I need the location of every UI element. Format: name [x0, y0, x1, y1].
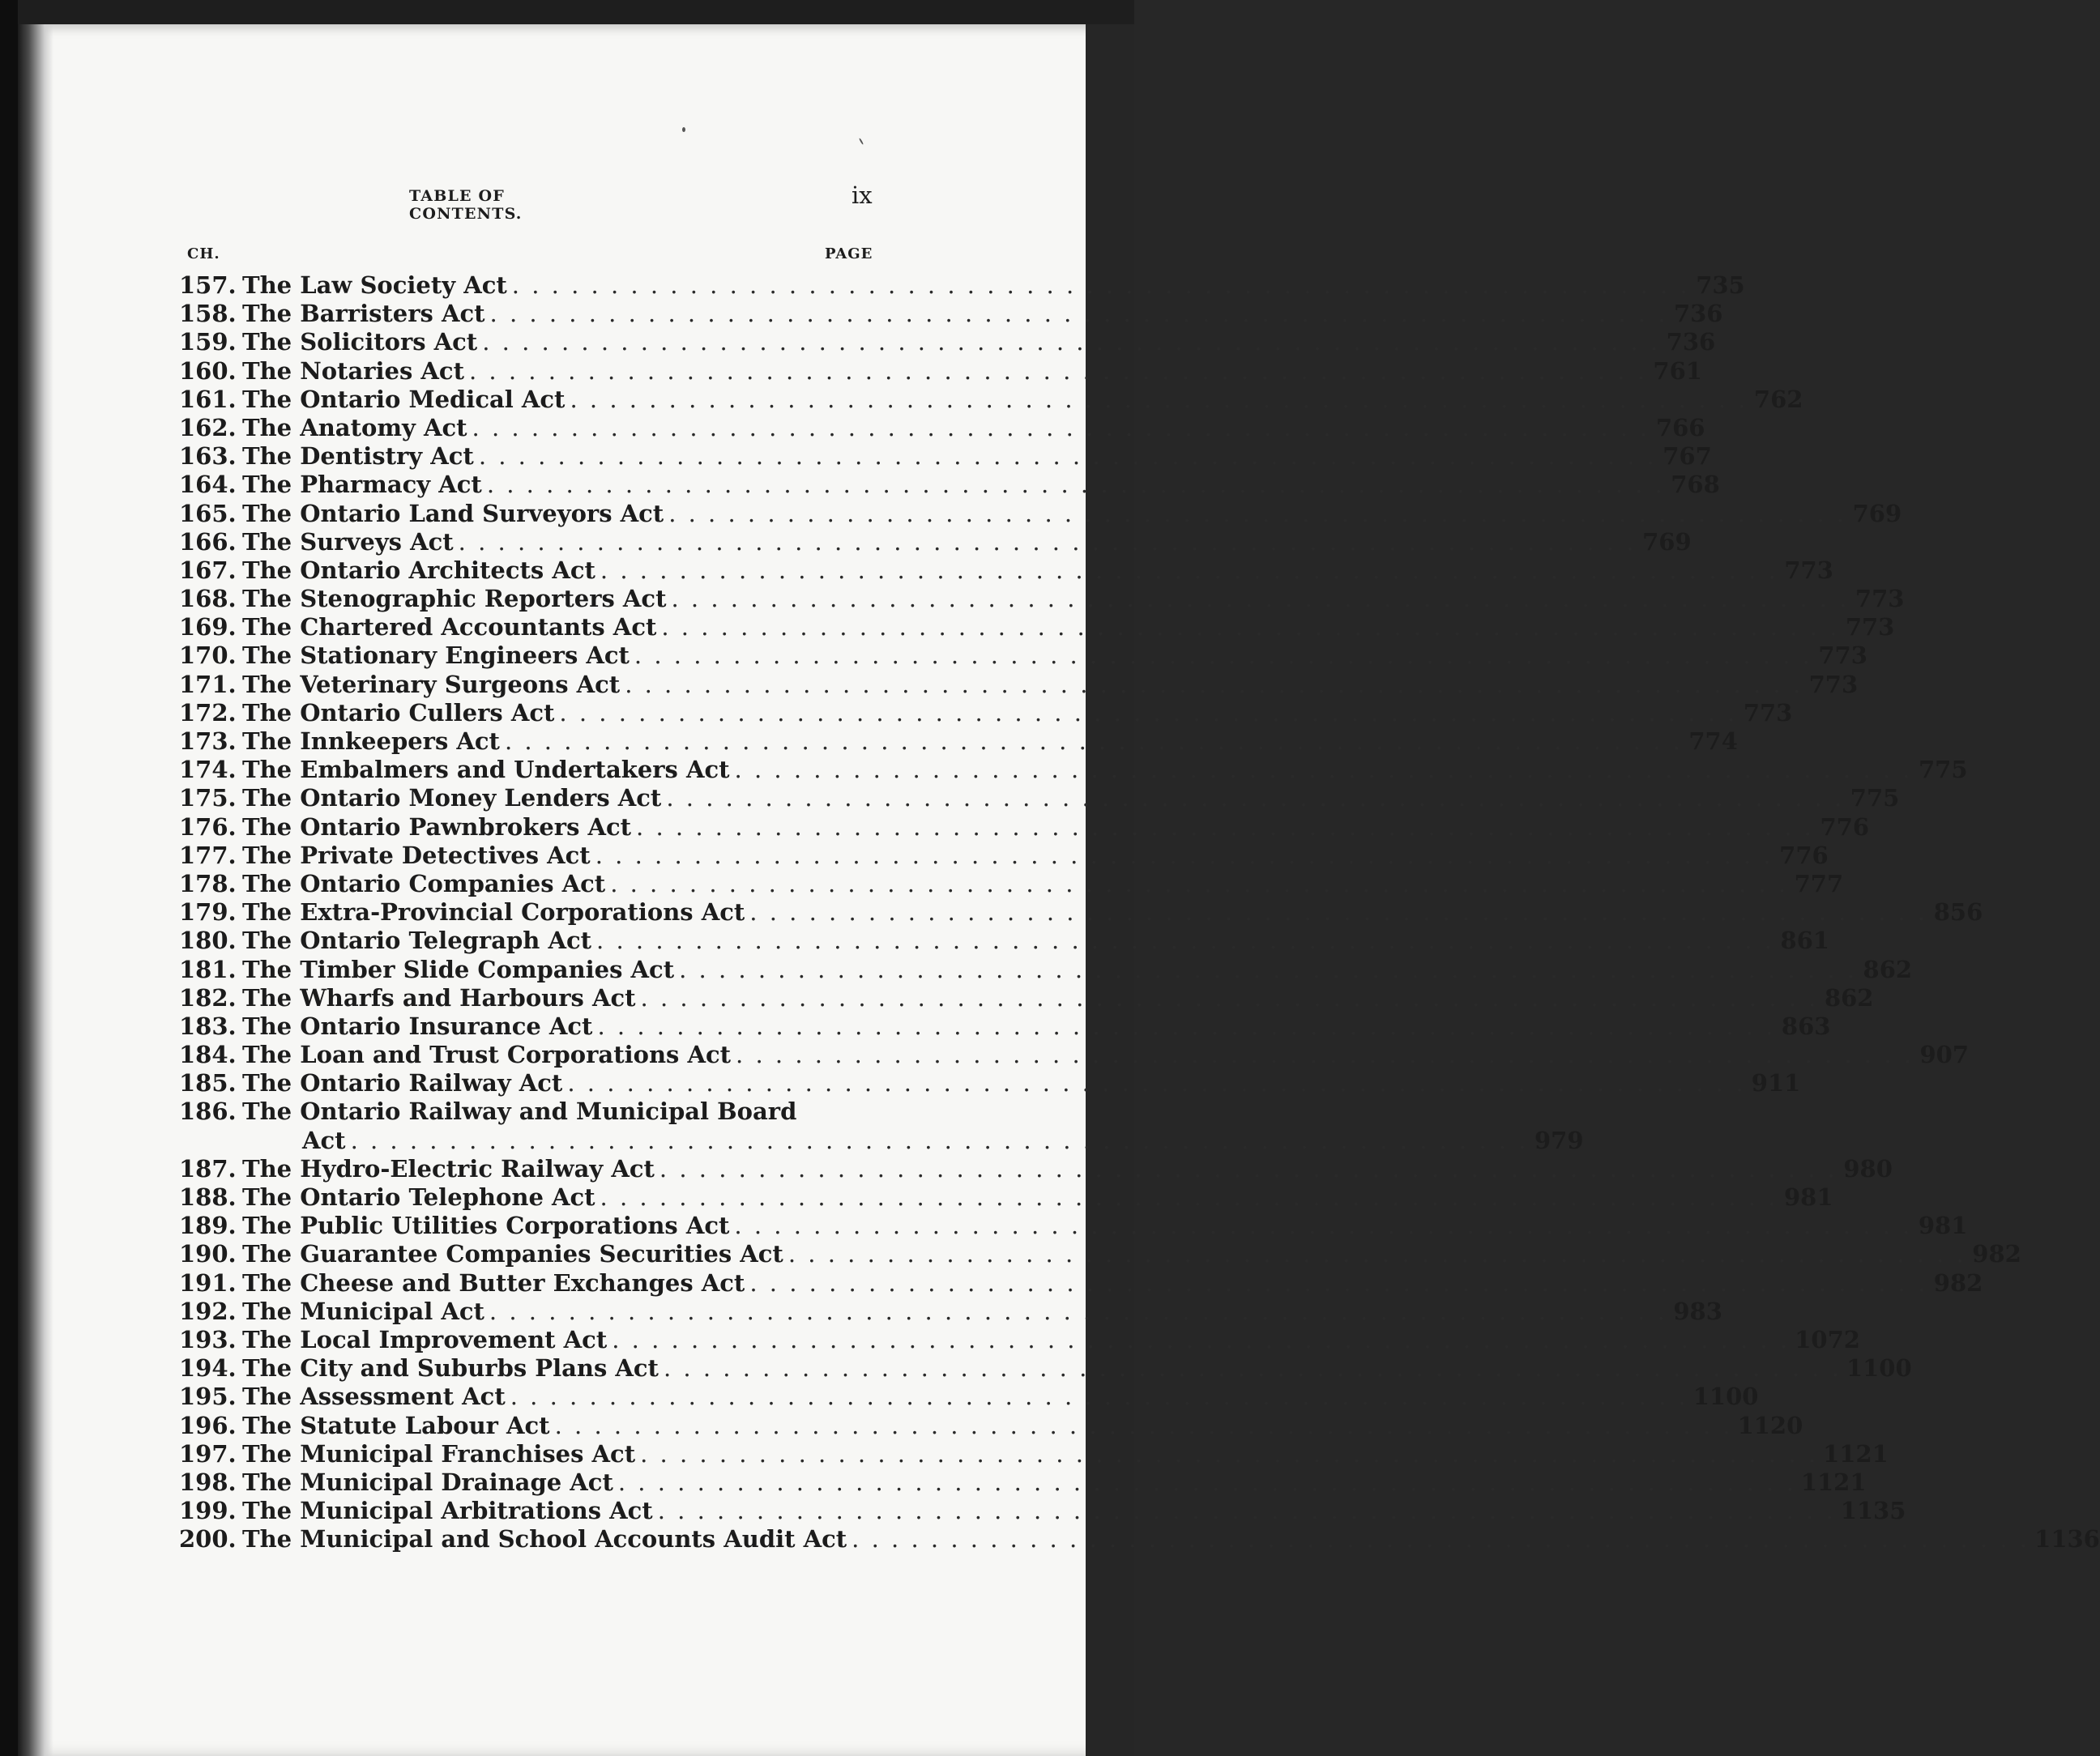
- running-title: TABLE OF CONTENTS.: [409, 187, 523, 223]
- toc-entry: [179, 1468, 1867, 1497]
- entry-page: 768: [1671, 471, 1720, 499]
- entry-page: 980: [1843, 1154, 1893, 1183]
- chapter-number: 192.: [179, 1297, 237, 1325]
- page-gutter-shadow: [18, 24, 53, 1756]
- entry-title: The Ontario Architects Act: [242, 556, 595, 584]
- toc-entry: [179, 756, 1968, 784]
- toc-entry: [179, 1383, 1759, 1411]
- toc-entry: [179, 641, 1867, 670]
- entry-page: 1100: [1846, 1354, 1912, 1383]
- dot-leader: . . . . . . . . . . . . . . . . . . . . . . . . . . . . . . . . . . . . . . . . . . . . . . . . . . . . . . . . . . . .: [657, 1497, 1836, 1525]
- entry-title: The Assessment Act: [242, 1383, 506, 1411]
- chapter-number: 174.: [179, 756, 237, 784]
- entry-title: The Stationary Engineers Act: [242, 641, 630, 670]
- dot-leader: . . . . . . . . . . . . . . . . . . . . . . . . . . . . . . . . . . . . . . . . . . . . . . . . . . . . . . . . . . . .: [749, 1268, 1928, 1297]
- column-heading-page: PAGE: [825, 245, 873, 262]
- toc-entry: [179, 1354, 1912, 1383]
- chapter-number: 157.: [179, 271, 237, 299]
- chapter-number: 190.: [179, 1240, 237, 1268]
- dot-leader: . . . . . . . . . . . . . . . . . . . . . . . . . . . . . . . . . . . . . . . . . . . . . . . . . . . . . . . . . . . .: [852, 1525, 2030, 1554]
- chapter-number: 191.: [179, 1268, 237, 1297]
- toc-entry: [179, 300, 1723, 328]
- entry-page: 907: [1919, 1041, 1970, 1069]
- entry-title: The Local Improvement Act: [242, 1325, 608, 1353]
- entry-page: 1135: [1840, 1497, 1906, 1525]
- entry-title: The Anatomy Act: [242, 413, 467, 441]
- chapter-number: 197.: [179, 1439, 237, 1468]
- entry-page: 736: [1666, 328, 1716, 356]
- toc-entry: [179, 1297, 1722, 1326]
- entry-page: 1121: [1800, 1468, 1867, 1496]
- dot-leader: . . . . . . . . . . . . . . . . . . . . . . . . . . . . . . . . . . . . . . . . . . . . . . . . . . . . . . . . . . . .: [661, 613, 1840, 641]
- toc-entry: [179, 927, 1829, 955]
- dot-leader: . . . . . . . . . . . . . . . . . . . . . . . . . . . . . . . . . . . . . . . . . . . . . . . . . . . . . . . . . . . .: [489, 300, 1668, 328]
- chapter-number: 188.: [179, 1183, 237, 1211]
- chapter-number: 171.: [179, 670, 237, 698]
- chapter-number: 164.: [179, 471, 237, 499]
- toc-entry: [179, 1069, 1801, 1098]
- chapter-number: 199.: [179, 1497, 237, 1525]
- toc-entry: [179, 442, 1712, 471]
- entry-page: 981: [1783, 1183, 1833, 1211]
- scan-border-left: [0, 0, 18, 1756]
- entry-title: The Ontario Railway Act: [242, 1069, 563, 1098]
- entry-page: 1136: [2034, 1525, 2100, 1554]
- entry-page: 774: [1688, 727, 1738, 755]
- toc-entry: [179, 499, 1902, 528]
- entry-title: The Ontario Medical Act: [242, 385, 566, 413]
- dot-leader: . . . . . . . . . . . . . . . . . . . . . . . . . . . . . . . . . . . . . . . . . . . . . . . . . . . . . . . . . . . .: [482, 328, 1661, 356]
- dot-leader: . . . . . . . . . . . . . . . . . . . . . . . . . . . . . . . . . . . . . . . . . . . . . . . . . . . . . . . . . . . .: [600, 1183, 1778, 1211]
- dot-leader: . . . . . . . . . . . . . . . . . . . . . . . . . . . . . . . . . . . . . . . . . . . . . . . . . . . . . . . . . . . .: [596, 927, 1774, 955]
- toc-entry: [179, 1240, 2021, 1268]
- entry-page: 773: [1845, 613, 1895, 641]
- dot-leader: . . . . . . . . . . . . . . . . . . . . . . . . . . . . . . . . . . . . . . . . . . . . . . . . . . . . . . . . . . . .: [595, 841, 1773, 869]
- entry-page: 862: [1824, 983, 1874, 1012]
- dot-leader: . . . . . . . . . . . . . . . . . . . . . . . . . . . . . . . . . . . . . . . . . . . . . . . . . . . . . . . . . . . .: [554, 1411, 1733, 1439]
- entry-page: 775: [1918, 756, 1968, 784]
- chapter-number: 194.: [179, 1354, 237, 1383]
- entry-title: The Notaries Act: [242, 356, 464, 385]
- dot-leader: . . . . . . . . . . . . . . . . . . . . . . . . . . . . . . . . . . . . . . . . . . . . . . . . . . . . . . . . . . . .: [468, 356, 1647, 385]
- toc-entry-continuation: [179, 1126, 1584, 1155]
- toc-entry: [179, 471, 1720, 499]
- dot-leader: . . . . . . . . . . . . . . . . . . . . . . . . . . . . . . . . . . . . . . . . . . . . . . . . . . . . . . . . . . . .: [486, 471, 1665, 499]
- chapter-number: 185.: [179, 1069, 237, 1098]
- entry-page: 775: [1850, 784, 1900, 812]
- dot-leader: . . . . . . . . . . . . . . . . . . . . . . . . . . . . . . . . . . . . . . . . . . . . . . . . . . . . . . . . . . . .: [567, 1069, 1746, 1098]
- toc-entry: [179, 983, 1874, 1012]
- entry-page: 773: [1855, 585, 1905, 613]
- chapter-number: 195.: [179, 1383, 237, 1411]
- chapter-number: 187.: [179, 1154, 237, 1183]
- entry-page: 856: [1933, 898, 1983, 927]
- entry-page: 982: [1933, 1268, 1983, 1297]
- table-of-contents: [179, 271, 2100, 1554]
- chapter-number: 198.: [179, 1468, 237, 1496]
- entry-page: 735: [1696, 271, 1745, 299]
- dot-leader: . . . . . . . . . . . . . . . . . . . . . . . . . . . . . . . . . . . . . . . . . . . . . . . . . . . . . . . . . . . .: [350, 1126, 1529, 1154]
- chapter-number: 169.: [179, 613, 237, 641]
- dot-leader: . . . . . . . . . . . . . . . . . . . . . . . . . . . . . . . . . . . . . . . . . . . . . . . . . . . . . . . . . . . .: [636, 812, 1815, 841]
- toc-entry: [179, 413, 1705, 442]
- dot-leader: . . . . . . . . . . . . . . . . . . . . . . . . . . . . . . . . . . . . . . . . . . . . . . . . . . . . . . . . . . . .: [663, 1354, 1842, 1383]
- chapter-number: 172.: [179, 698, 237, 727]
- chapter-number: 162.: [179, 413, 237, 441]
- dot-leader: . . . . . . . . . . . . . . . . . . . . . . . . . . . . . . . . . . . . . . . . . . . . . . . . . . . . . . . . . . . .: [510, 1383, 1688, 1411]
- entry-title: The Ontario Companies Act: [242, 869, 606, 897]
- entry-page: 861: [1780, 927, 1829, 955]
- toc-entry: [179, 356, 1702, 386]
- toc-entry: [179, 841, 1829, 870]
- chapter-number: 193.: [179, 1325, 237, 1353]
- toc-entry: [179, 556, 1833, 585]
- chapter-number: 158.: [179, 300, 237, 328]
- entry-title: The Timber Slide Companies Act: [242, 955, 675, 983]
- entry-title: The Municipal Arbitrations Act: [242, 1497, 653, 1525]
- dot-leader: . . . . . . . . . . . . . . . . . . . . . . . . . . . . . . . . . . . . . . . . . . . . . . . . . . . . . . . . . . . .: [666, 784, 1845, 812]
- entry-title: The Ontario Pawnbrokers Act: [242, 812, 632, 841]
- entry-title: The Municipal Drainage Act: [242, 1468, 613, 1496]
- entry-page: 982: [1972, 1240, 2021, 1268]
- entry-title: The Hydro-Electric Railway Act: [242, 1154, 655, 1183]
- toc-entry: [179, 1098, 884, 1126]
- toc-entry: [179, 698, 1793, 727]
- entry-title: The Wharfs and Harbours Act: [242, 983, 636, 1012]
- toc-entry: [179, 527, 1692, 556]
- dot-leader: . . . . . . . . . . . . . . . . . . . . . . . . . . . . . . . . . . . . . . . . . . . . . . . . . . . . . . . . . . . .: [504, 727, 1683, 755]
- entry-page: 862: [1863, 955, 1913, 983]
- paper-speck: [682, 127, 685, 132]
- dot-leader: . . . . . . . . . . . . . . . . . . . . . . . . . . . . . . . . . . . . . . . . . . . . . . . . . . . . . . . . . . . .: [640, 983, 1819, 1012]
- chapter-number: 170.: [179, 641, 237, 670]
- entry-title: The Municipal Franchises Act: [242, 1439, 636, 1468]
- chapter-number: 166.: [179, 527, 237, 556]
- chapter-number: 159.: [179, 328, 237, 356]
- toc-entry: [179, 1183, 1833, 1212]
- chapter-number: 189.: [179, 1212, 237, 1240]
- entry-title: The Loan and Trust Corporations Act: [242, 1041, 732, 1069]
- dot-leader: . . . . . . . . . . . . . . . . . . . . . . . . . . . . . . . . . . . . . . . . . . . . . . . . . . . . . . . . . . . .: [478, 442, 1657, 471]
- entry-title: The Ontario Insurance Act: [242, 1012, 593, 1040]
- toc-entry: [179, 1439, 1889, 1468]
- entry-title: The Surveys Act: [242, 527, 454, 556]
- entry-title: The Dentistry Act: [242, 442, 474, 471]
- dot-leader: . . . . . . . . . . . . . . . . . . . . . . . . . . . . . . . . . . . . . . . . . . . . . . . . . . . . . . . . . . . .: [659, 1154, 1838, 1183]
- chapter-number: 180.: [179, 927, 237, 955]
- chapter-number: 175.: [179, 784, 237, 812]
- dot-leader: . . . . . . . . . . . . . . . . . . . . . . . . . . . . . . . . . . . . . . . . . . . . . . . . . . . . . . . . . . . .: [734, 1212, 1913, 1240]
- entry-title: The Ontario Money Lenders Act: [242, 784, 662, 812]
- entry-title: The Cheese and Butter Exchanges Act: [242, 1268, 745, 1297]
- dot-leader: . . . . . . . . . . . . . . . . . . . . . . . . . . . . . . . . . . . . . . . . . . . . . . . . . . . . . . . . . . . .: [610, 869, 1789, 897]
- entry-page: 776: [1820, 812, 1870, 841]
- dot-leader: . . . . . . . . . . . . . . . . . . . . . . . . . . . . . . . . . . . . . . . . . . . . . . . . . . . . . . . . . . . .: [511, 271, 1690, 299]
- entry-title: The Municipal and School Accounts Audit Act: [242, 1525, 847, 1554]
- entry-page: 776: [1779, 841, 1829, 869]
- dot-leader: . . . . . . . . . . . . . . . . . . . . . . . . . . . . . . . . . . . . . . . . . . . . . . . . . . . . . . . . . . . .: [489, 1297, 1667, 1325]
- entry-title: The Solicitors Act: [242, 328, 478, 356]
- toc-entry: [179, 727, 1738, 756]
- column-heading-chapter: CH.: [187, 245, 220, 262]
- toc-entry: [179, 1212, 1968, 1240]
- entry-title-continued: Act: [302, 1126, 346, 1154]
- dot-leader: . . . . . . . . . . . . . . . . . . . . . . . . . . . . . . . . . . . . . . . . . . . . . . . . . . . . . . . . . . . .: [736, 1041, 1914, 1069]
- entry-title: The Ontario Telegraph Act: [242, 927, 592, 955]
- toc-entry: [179, 1525, 2100, 1554]
- entry-page: 981: [1918, 1212, 1968, 1240]
- toc-entry: [179, 812, 1870, 842]
- dot-leader: . . . . . . . . . . . . . . . . . . . . . . . . . . . . . . . . . . . . . . . . . . . . . . . . . . . . . . . . . . . .: [788, 1240, 1966, 1268]
- chapter-number: 173.: [179, 727, 237, 755]
- entry-page: 1100: [1692, 1383, 1759, 1411]
- entry-title: The Law Society Act: [242, 271, 507, 299]
- dot-leader: . . . . . . . . . . . . . . . . . . . . . . . . . . . . . . . . . . . . . . . . . . . . . . . . . . . . . . . . . . . .: [612, 1325, 1791, 1353]
- entry-page: 767: [1662, 442, 1712, 471]
- scan-border-top: [0, 0, 1134, 28]
- entry-title: The Veterinary Surgeons Act: [242, 670, 621, 698]
- entry-title: The Barristers Act: [242, 300, 485, 328]
- entry-page: 762: [1753, 385, 1803, 413]
- toc-entry: [179, 869, 1844, 898]
- entry-page: 769: [1852, 499, 1902, 527]
- entry-page: 736: [1673, 300, 1723, 328]
- dot-leader: . . . . . . . . . . . . . . . . . . . . . . . . . . . . . . . . . . . . . . . . . . . . . . . . . . . . . . . . . . . .: [458, 527, 1637, 556]
- dot-leader: . . . . . . . . . . . . . . . . . . . . . . . . . . . . . . . . . . . . . . . . . . . . . . . . . . . . . . . . . . . .: [597, 1012, 1776, 1040]
- chapter-number: 181.: [179, 955, 237, 983]
- toc-entry: [179, 271, 1745, 300]
- toc-entry: [179, 328, 1716, 356]
- chapter-number: 167.: [179, 556, 237, 584]
- entry-page: 777: [1794, 869, 1844, 897]
- entry-title: The Private Detectives Act: [242, 841, 591, 869]
- chapter-number: 186.: [179, 1098, 237, 1126]
- entry-page: 863: [1781, 1012, 1831, 1040]
- entry-page: 773: [1784, 556, 1833, 584]
- entry-title: The Stenographic Reporters Act: [242, 585, 667, 613]
- entry-title: The Pharmacy Act: [242, 471, 482, 499]
- entry-title: The Municipal Act: [242, 1297, 484, 1325]
- entry-page: 1072: [1795, 1325, 1860, 1353]
- dot-leader: . . . . . . . . . . . . . . . . . . . . . . . . . . . . . . . . . . . . . . . . . . . . . . . . . . . . . . . . . . . .: [679, 955, 1858, 983]
- entry-page: 979: [1534, 1126, 1584, 1154]
- chapter-number: 160.: [179, 356, 237, 385]
- dot-leader: . . . . . . . . . . . . . . . . . . . . . . . . . . . . . . . . . . . . . . . . . . . . . . . . . . . . . . . . . . . .: [749, 898, 1928, 927]
- chapter-number: 165.: [179, 499, 237, 527]
- dot-leader: . . . . . . . . . . . . . . . . . . . . . . . . . . . . . . . . . . . . . . . . . . . . . . . . . . . . . . . . . . . .: [734, 756, 1913, 784]
- toc-entry: [179, 1012, 1831, 1041]
- toc-entry: [179, 670, 1859, 699]
- entry-title: The Ontario Telephone Act: [242, 1183, 595, 1211]
- chapter-number: 196.: [179, 1411, 237, 1439]
- entry-title: The Guarantee Companies Securities Act: [242, 1240, 783, 1268]
- chapter-number: 184.: [179, 1041, 237, 1069]
- dot-leader: . . . . . . . . . . . . . . . . . . . . . . . . . . . . . . . . . . . . . . . . . . . . . . . . . . . . . . . . . . . .: [617, 1468, 1796, 1496]
- chapter-number: 182.: [179, 983, 237, 1012]
- entry-page: 1121: [1823, 1439, 1889, 1468]
- entry-page: 983: [1673, 1297, 1722, 1325]
- dot-leader: . . . . . . . . . . . . . . . . . . . . . . . . . . . . . . . . . . . . . . . . . . . . . . . . . . . . . . . . . . . .: [472, 413, 1650, 441]
- dot-leader: . . . . . . . . . . . . . . . . . . . . . . . . . . . . . . . . . . . . . . . . . . . . . . . . . . . . . . . . . . . .: [634, 641, 1812, 670]
- toc-entry: [179, 1268, 1983, 1298]
- toc-entry: [179, 955, 1913, 984]
- entry-title: The Innkeepers Act: [242, 727, 500, 755]
- entry-page: 761: [1653, 356, 1702, 385]
- dot-leader: . . . . . . . . . . . . . . . . . . . . . . . . . . . . . . . . . . . . . . . . . . . . . . . . . . . . . . . . . . . .: [668, 499, 1847, 527]
- toc-entry: [179, 898, 1983, 927]
- entry-title: The Public Utilities Corporations Act: [242, 1212, 730, 1240]
- chapter-number: 200.: [179, 1525, 237, 1554]
- chapter-number: 178.: [179, 869, 237, 897]
- toc-entry: [179, 1041, 1970, 1069]
- dot-leader: . . . . . . . . . . . . . . . . . . . . . . . . . . . . . . . . . . . . . . . . . . . . . . . . . . . . . . . . . . . .: [671, 585, 1850, 613]
- toc-entry: [179, 1154, 1893, 1183]
- entry-title: The Embalmers and Undertakers Act: [242, 756, 730, 784]
- chapter-number: 163.: [179, 442, 237, 471]
- entry-page: 1120: [1737, 1411, 1803, 1439]
- entry-title: The Extra-Provincial Corporations Act: [242, 898, 745, 927]
- chapter-number: 176.: [179, 812, 237, 841]
- chapter-number: 161.: [179, 385, 237, 413]
- chapter-number: 168.: [179, 585, 237, 613]
- entry-title: The Statute Labour Act: [242, 1411, 550, 1439]
- entry-page: 773: [1818, 641, 1867, 670]
- toc-entry: [179, 585, 1905, 613]
- dot-leader: . . . . . . . . . . . . . . . . . . . . . . . . . . . . . . . . . . . . . . . . . . . . . . . . . . . . . . . . . . . .: [559, 698, 1738, 727]
- entry-title: The City and Suburbs Plans Act: [242, 1354, 659, 1383]
- dot-leader: . . . . . . . . . . . . . . . . . . . . . . . . . . . . . . . . . . . . . . . . . . . . . . . . . . . . . . . . . . . .: [570, 385, 1748, 413]
- toc-entry: [179, 1325, 1860, 1354]
- entry-page: 773: [1743, 698, 1793, 727]
- entry-title: The Ontario Land Surveyors Act: [242, 499, 664, 527]
- toc-entry: [179, 784, 1900, 812]
- page-number: ix: [852, 181, 873, 209]
- dot-leader: . . . . . . . . . . . . . . . . . . . . . . . . . . . . . . . . . . . . . . . . . . . . . . . . . . . . . . . . . . . .: [600, 556, 1778, 584]
- dot-leader: . . . . . . . . . . . . . . . . . . . . . . . . . . . . . . . . . . . . . . . . . . . . . . . . . . . . . . . . . . . .: [625, 670, 1803, 698]
- entry-title: The Ontario Railway and Municipal Board: [242, 1098, 797, 1126]
- entry-page: 769: [1642, 527, 1692, 556]
- entry-page: 766: [1655, 413, 1705, 441]
- entry-title: The Chartered Accountants Act: [242, 613, 657, 641]
- entry-page: 911: [1751, 1069, 1801, 1098]
- toc-entry: [179, 1411, 1803, 1440]
- dot-leader: . . . . . . . . . . . . . . . . . . . . . . . . . . . . . . . . . . . . . . . . . . . . . . . . . . . . . . . . . . . .: [640, 1439, 1819, 1468]
- chapter-number: 177.: [179, 841, 237, 869]
- toc-entry: [179, 613, 1895, 641]
- entry-title: The Ontario Cullers Act: [242, 698, 555, 727]
- toc-entry: [179, 1497, 1906, 1525]
- toc-entry: [179, 385, 1803, 414]
- chapter-number: 183.: [179, 1012, 237, 1040]
- entry-page: 773: [1808, 670, 1859, 698]
- chapter-number: 179.: [179, 898, 237, 927]
